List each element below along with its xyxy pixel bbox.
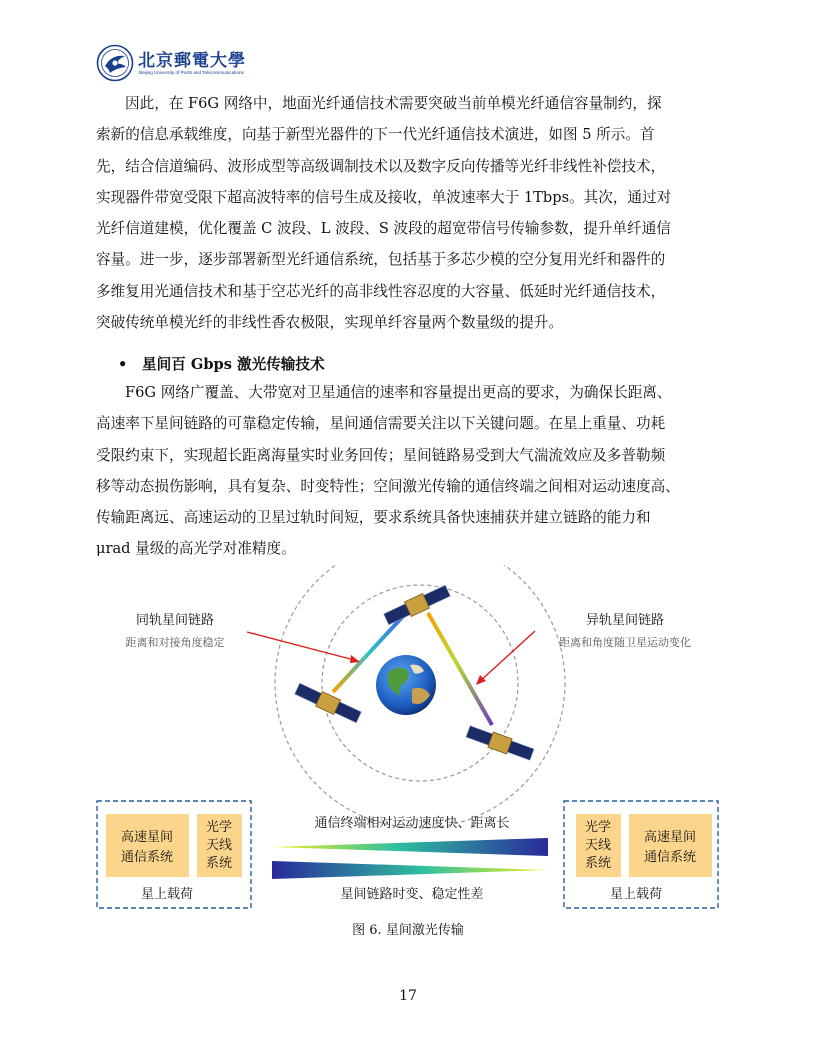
right-antenna-line1: 光学 (584, 820, 612, 835)
section-bullet-heading (118, 353, 325, 374)
left-antenna-line1: 光学 (205, 820, 233, 835)
label-same-orbit-title: 同轨星间链路 (135, 613, 215, 628)
paragraph-line: 因此，在 F6G 网络中，地面光纤通信技术需要突破当前单模光纤通信容量制约，探 (125, 95, 662, 112)
label-cross-orbit-title: 异轨星间链路 (585, 613, 665, 628)
arrowhead-same-orbit (350, 655, 360, 663)
paragraph-line: 实现器件带宽受限下超高波特率的信号生成及接收，单波速率大于 1Tbps。其次，通过对 (96, 188, 672, 206)
right-comm-module (629, 814, 712, 877)
satellite-top-icon (383, 583, 451, 626)
right-comm-line2: 通信系统 (643, 850, 697, 865)
paragraph-line: 高速率下星间链路的可靠稳定传输，星间通信需要关注以下关键问题。在星上重量、功耗 (96, 415, 666, 433)
left-comm-line1: 高速星间 (120, 830, 174, 845)
paragraph-line: 先，结合信道编码、波形成型等高级调制技术以及数字反向传播等光纤非线性补偿技术， (96, 157, 666, 175)
right-payload-box (564, 801, 718, 908)
paragraph-optical-fiber (96, 88, 724, 338)
right-antenna-line3: 系统 (584, 856, 612, 871)
paragraph-line: 突破传统单模光纤的非线性香农极限，实现单纤容量两个数量级的提升。 (96, 314, 564, 332)
bar-bottom-text: 星间链路时变、稳定性差 (340, 887, 484, 902)
earth-icon (376, 655, 436, 715)
paragraph-line: 移等动态损伤影响，具有复杂、时变特性；空间激光传输的通信终端之间相对运动速度高、 (96, 477, 680, 495)
arrow-cross-orbit (478, 631, 535, 683)
university-name-en: Beijing University of Posts and Telecommunications (139, 70, 244, 75)
laser-link-cross-orbit (428, 613, 492, 725)
left-antenna-line3: 系统 (205, 856, 233, 871)
university-seal-icon (96, 44, 134, 82)
paragraph-line: 传输距离远、高速运动的卫星过轨时间短，要求系统具备快速捕获并建立链路的能力和 (96, 509, 651, 527)
university-name-cn: 北京郵電大學 (138, 51, 246, 71)
bar-top-text: 通信终端相对运动速度快、距离长 (314, 816, 510, 831)
satellite-left-icon (294, 681, 362, 724)
left-antenna-line2: 天线 (205, 838, 233, 853)
left-payload-caption: 星上载荷 (140, 887, 194, 902)
gradient-wedge-top (272, 838, 548, 856)
arrow-same-orbit (247, 632, 358, 661)
page-number: 17 (399, 988, 417, 1004)
figure-caption: 图 6. 星间激光传输 (352, 923, 464, 938)
paragraph-line: F6G 网络广覆盖、大带宽对卫星通信的速率和容量提出更高的要求，为确保长距离、 (125, 384, 672, 401)
right-comm-line1: 高速星间 (643, 830, 697, 845)
bullet-symbol: • (118, 356, 128, 373)
right-antenna-line2: 天线 (584, 838, 612, 853)
bullet-title: 星间百 Gbps 激光传输技术 (142, 356, 325, 373)
inter-satellite-laser-figure (90, 565, 730, 915)
paragraph-line: 索新的信息承载维度，向基于新型光器件的下一代光纤通信技术演进，如图 5 所示。首 (96, 126, 655, 144)
left-comm-line2: 通信系统 (120, 850, 174, 865)
satellite-right-icon (465, 724, 534, 762)
right-payload-caption: 星上载荷 (609, 887, 663, 902)
paragraph-line: 受限约束下，实现超长距离海量实时业务回传；星间链路易受到大气湍流效应及多普勒频 (96, 446, 666, 464)
left-payload-box (97, 801, 251, 908)
left-comm-module (106, 814, 189, 877)
paragraph-line: 光纤信道建模，优化覆盖 C 波段、L 波段、S 波段的超宽带信号传输参数，提升单纤通信 (96, 220, 671, 238)
label-cross-orbit-subtitle: 距离和角度随卫星运动变化 (559, 636, 691, 649)
label-same-orbit-subtitle: 距离和对接角度稳定 (125, 636, 225, 649)
university-logo (96, 44, 246, 84)
paragraph-line: μrad 量级的高光学对准精度。 (96, 540, 296, 558)
paragraph-line: 容量。进一步，逐步部署新型光纤通信系统，包括基于多芯少模的空分复用光纤和器件的 (96, 251, 666, 269)
paragraph-laser-transmission (96, 377, 724, 565)
paragraph-line: 多维复用光通信技术和基于空芯光纤的高非线性容忍度的大容量、低延时光纤通信技术， (96, 282, 666, 300)
